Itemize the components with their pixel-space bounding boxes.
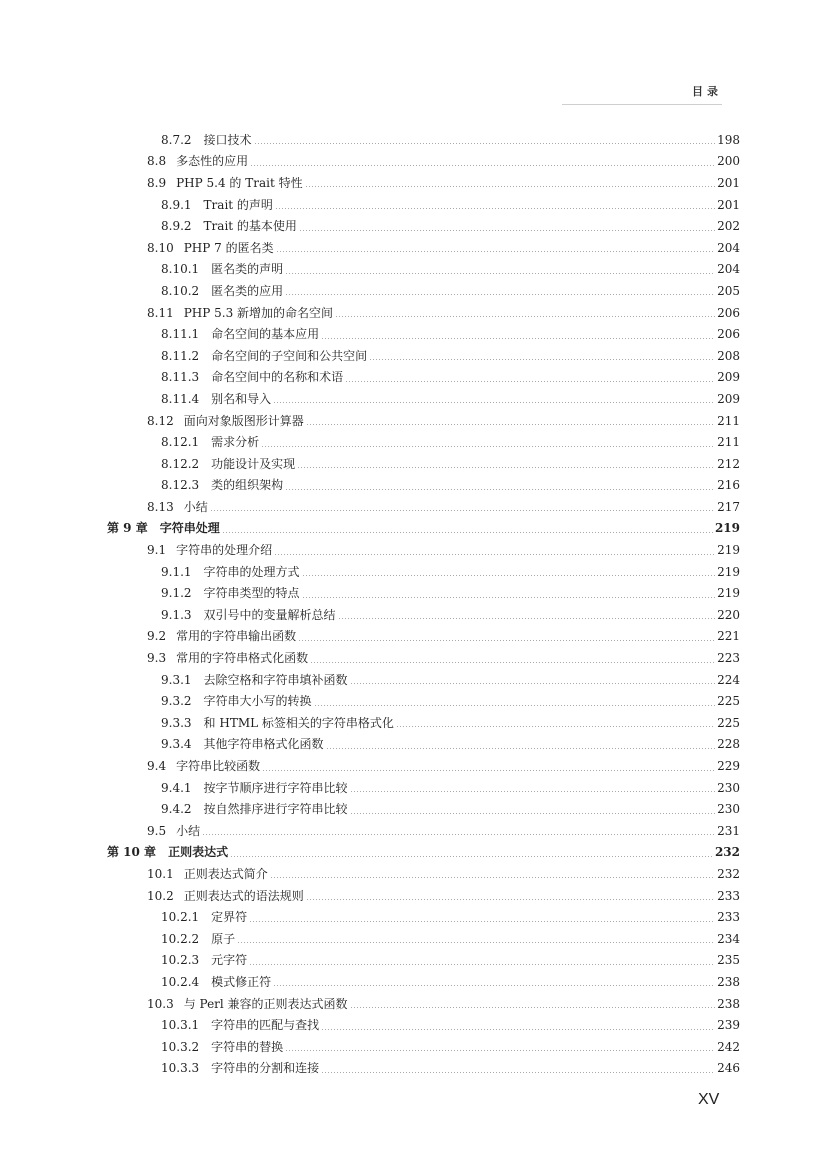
dot-leader bbox=[285, 1050, 715, 1051]
toc-entry-number: 10.3 bbox=[147, 996, 174, 1011]
toc-entry-page: 230 bbox=[717, 802, 740, 817]
dot-leader bbox=[262, 770, 715, 771]
toc-entry-page: 204 bbox=[717, 262, 740, 277]
toc-entry-number: 9.4.1 bbox=[161, 780, 192, 795]
toc-entry-number: 8.12.2 bbox=[161, 456, 200, 471]
toc-entry[interactable] bbox=[0, 431, 827, 453]
dot-leader bbox=[326, 748, 716, 749]
toc-entry[interactable] bbox=[0, 669, 827, 691]
dot-leader bbox=[298, 640, 715, 641]
toc-entry-title: 常用的字符串输出函数 bbox=[176, 629, 297, 644]
toc-entry-title: 与 Perl 兼容的正则表达式函数 bbox=[183, 996, 348, 1011]
toc-entry-title: 功能设计及实现 bbox=[211, 456, 296, 471]
toc-entry-title: 按自然排序进行字符串比较 bbox=[203, 802, 348, 817]
toc-entry-number: 8.11.4 bbox=[161, 391, 200, 406]
toc-entry-number: 9.3.1 bbox=[161, 672, 192, 687]
toc-entry[interactable] bbox=[0, 1036, 827, 1058]
dot-leader bbox=[338, 618, 716, 619]
toc-entry-number: 8.12.1 bbox=[161, 435, 200, 450]
toc-entry-number: 9.4.2 bbox=[161, 802, 192, 817]
toc-entry-page: 225 bbox=[717, 715, 740, 730]
toc-entry-page: 212 bbox=[717, 456, 740, 471]
toc-entry-title: 元字符 bbox=[211, 953, 248, 968]
toc-entry-title: 按字节顺序进行字符串比较 bbox=[203, 780, 348, 795]
toc-entry[interactable] bbox=[0, 712, 827, 734]
toc-entry-title: 接口技术 bbox=[203, 132, 252, 147]
toc-entry[interactable] bbox=[0, 367, 827, 389]
toc-entry-title: 其他字符串格式化函数 bbox=[203, 737, 324, 752]
toc-entry-page: 229 bbox=[717, 759, 740, 774]
toc-entry[interactable] bbox=[0, 323, 827, 345]
dot-leader bbox=[285, 489, 715, 490]
toc-entry[interactable] bbox=[0, 950, 827, 972]
toc-entry-title: 正则表达式的语法规则 bbox=[183, 888, 304, 903]
dot-leader bbox=[249, 921, 715, 922]
dot-leader bbox=[230, 856, 713, 857]
toc-entry-number: 9.1.2 bbox=[161, 586, 192, 601]
toc-entry-title: 正则表达式简介 bbox=[183, 866, 268, 881]
toc-entry[interactable] bbox=[0, 647, 827, 669]
toc-entry-page: 219 bbox=[717, 586, 740, 601]
page-number: XV bbox=[698, 1091, 720, 1108]
toc-entry-number: 8.11.1 bbox=[161, 327, 200, 342]
toc-entry-title: PHP 5.3 新增加的命名空间 bbox=[183, 305, 334, 320]
toc-entry[interactable] bbox=[0, 582, 827, 604]
toc-entry-title: 去除空格和字符串填补函数 bbox=[203, 672, 348, 687]
toc-entry[interactable] bbox=[0, 302, 827, 324]
toc-entry-number: 10.1 bbox=[147, 866, 174, 881]
header-rule bbox=[562, 104, 722, 105]
dot-leader bbox=[237, 942, 715, 943]
toc-entry-page: 233 bbox=[717, 888, 740, 903]
toc-entry-number: 8.10 bbox=[147, 240, 174, 255]
toc-entry-number: 9.3.4 bbox=[161, 737, 192, 752]
dot-leader bbox=[335, 316, 715, 317]
table-of-contents bbox=[0, 129, 827, 1079]
toc-entry-title: 正则表达式 bbox=[168, 845, 229, 860]
dot-leader bbox=[275, 208, 715, 209]
toc-entry-page: 223 bbox=[717, 651, 740, 666]
toc-entry-page: 238 bbox=[717, 974, 740, 989]
toc-entry-title: 小结 bbox=[183, 499, 208, 514]
toc-entry-page: 219 bbox=[717, 564, 740, 579]
running-header-title: 目录 bbox=[692, 85, 722, 98]
toc-entry-number: 8.12 bbox=[147, 413, 174, 428]
toc-entry-number: 9.3.2 bbox=[161, 694, 192, 709]
toc-entry-number: 8.9.1 bbox=[161, 197, 192, 212]
toc-entry-title: 字符串的替换 bbox=[211, 1039, 284, 1054]
toc-entry-number: 8.11.2 bbox=[161, 348, 200, 363]
dot-leader bbox=[369, 359, 715, 360]
toc-entry-page: 211 bbox=[717, 413, 740, 428]
toc-entry-page: 204 bbox=[717, 240, 740, 255]
toc-entry-page: 208 bbox=[717, 348, 740, 363]
toc-entry-page: 234 bbox=[717, 931, 740, 946]
toc-entry-page: 201 bbox=[717, 197, 740, 212]
toc-entry-page: 202 bbox=[717, 219, 740, 234]
toc-entry-page: 219 bbox=[714, 521, 740, 536]
toc-entry[interactable] bbox=[0, 345, 827, 367]
toc-entry[interactable] bbox=[0, 237, 827, 259]
toc-entry-number: 10.2.3 bbox=[161, 953, 200, 968]
toc-entry-title: 和 HTML 标签相关的字符串格式化 bbox=[203, 715, 394, 730]
toc-entry-title: 命名空间的基本应用 bbox=[211, 327, 320, 342]
toc-entry-page: 225 bbox=[717, 694, 740, 709]
toc-entry-page: 246 bbox=[717, 1061, 740, 1076]
toc-entry-number: 10.2 bbox=[147, 888, 174, 903]
dot-leader bbox=[345, 381, 715, 382]
toc-entry[interactable] bbox=[0, 172, 827, 194]
toc-entry-page: 216 bbox=[717, 478, 740, 493]
dot-leader bbox=[261, 446, 715, 447]
toc-entry-number: 8.8 bbox=[147, 154, 167, 169]
dot-leader bbox=[321, 338, 715, 339]
toc-entry-page: 238 bbox=[717, 996, 740, 1011]
dot-leader bbox=[321, 1029, 715, 1030]
toc-entry-page: 206 bbox=[717, 305, 740, 320]
toc-entry[interactable] bbox=[0, 194, 827, 216]
toc-entry-title: 字符串的分割和连接 bbox=[211, 1061, 320, 1076]
toc-entry-page: 220 bbox=[717, 607, 740, 622]
toc-entry-page: 201 bbox=[717, 175, 740, 190]
toc-entry[interactable] bbox=[0, 777, 827, 799]
dot-leader bbox=[314, 705, 716, 706]
toc-entry-title: Trait 的基本使用 bbox=[203, 219, 297, 234]
toc-entry[interactable] bbox=[0, 928, 827, 950]
dot-leader bbox=[299, 230, 715, 231]
toc-entry-number: 9.1.3 bbox=[161, 607, 192, 622]
toc-entry-page: 231 bbox=[717, 823, 740, 838]
toc-entry-page: 242 bbox=[717, 1039, 740, 1054]
toc-entry-title: 字符串的匹配与查找 bbox=[211, 1018, 320, 1033]
toc-entry-number: 8.7.2 bbox=[161, 132, 192, 147]
dot-leader bbox=[273, 402, 715, 403]
toc-entry[interactable] bbox=[0, 388, 827, 410]
toc-entry[interactable] bbox=[0, 280, 827, 302]
toc-entry-title: 命名空间的子空间和公共空间 bbox=[211, 348, 368, 363]
toc-entry[interactable] bbox=[0, 518, 827, 540]
toc-entry-number: 9.4 bbox=[147, 759, 167, 774]
toc-entry-number: 9.1 bbox=[147, 543, 167, 558]
toc-entry-page: 209 bbox=[717, 391, 740, 406]
dot-leader bbox=[254, 143, 716, 144]
toc-entry-page: 209 bbox=[717, 370, 740, 385]
dot-leader bbox=[305, 186, 715, 187]
dot-leader bbox=[270, 877, 715, 878]
toc-entry-page: 232 bbox=[717, 866, 740, 881]
toc-entry[interactable] bbox=[0, 151, 827, 173]
toc-entry-title: 字符串处理 bbox=[159, 521, 220, 536]
toc-entry-page: 206 bbox=[717, 327, 740, 342]
toc-entry-title: 多态性的应用 bbox=[176, 154, 249, 169]
toc-entry-number: 8.10.1 bbox=[161, 262, 200, 277]
toc-entry-number: 9.3 bbox=[147, 651, 167, 666]
toc-entry[interactable] bbox=[0, 475, 827, 497]
dot-leader bbox=[350, 791, 716, 792]
toc-entry[interactable] bbox=[0, 1014, 827, 1036]
dot-leader bbox=[350, 683, 716, 684]
dot-leader bbox=[285, 273, 715, 274]
dot-leader bbox=[306, 899, 715, 900]
dot-leader bbox=[302, 597, 716, 598]
toc-entry-title: 定界符 bbox=[211, 910, 248, 925]
toc-entry[interactable] bbox=[0, 690, 827, 712]
toc-entry[interactable] bbox=[0, 993, 827, 1015]
toc-entry[interactable] bbox=[0, 820, 827, 842]
toc-entry-title: Trait 的声明 bbox=[203, 197, 273, 212]
toc-entry[interactable] bbox=[0, 755, 827, 777]
dot-leader bbox=[350, 1007, 716, 1008]
dot-leader bbox=[310, 662, 715, 663]
toc-entry[interactable] bbox=[0, 410, 827, 432]
toc-entry-title: 匿名类的应用 bbox=[211, 283, 284, 298]
toc-entry-page: 219 bbox=[717, 543, 740, 558]
toc-entry[interactable] bbox=[0, 842, 827, 864]
toc-entry-number: 8.9.2 bbox=[161, 219, 192, 234]
toc-entry-number: 10.3.3 bbox=[161, 1061, 200, 1076]
toc-entry[interactable] bbox=[0, 971, 827, 993]
toc-entry-title: PHP 7 的匿名类 bbox=[183, 240, 274, 255]
dot-leader bbox=[202, 834, 715, 835]
toc-entry-title: 面向对象版图形计算器 bbox=[183, 413, 304, 428]
toc-entry-number: 9.1.1 bbox=[161, 564, 192, 579]
dot-leader bbox=[249, 964, 715, 965]
toc-entry-title: 别名和导入 bbox=[211, 391, 272, 406]
dot-leader bbox=[273, 985, 715, 986]
toc-entry[interactable] bbox=[0, 604, 827, 626]
toc-entry-page: 235 bbox=[717, 953, 740, 968]
toc-entry-title: 类的组织架构 bbox=[211, 478, 284, 493]
dot-leader bbox=[210, 510, 715, 511]
toc-entry-title: 字符串的处理方式 bbox=[203, 564, 300, 579]
toc-entry-title: 字符串比较函数 bbox=[176, 759, 261, 774]
toc-entry-number: 第 9 章 bbox=[107, 521, 148, 536]
toc-entry[interactable] bbox=[0, 453, 827, 475]
toc-entry-number: 10.2.4 bbox=[161, 974, 200, 989]
dot-leader bbox=[350, 813, 716, 814]
toc-entry[interactable] bbox=[0, 539, 827, 561]
toc-entry[interactable] bbox=[0, 259, 827, 281]
toc-entry[interactable] bbox=[0, 129, 827, 151]
toc-entry-page: 230 bbox=[717, 780, 740, 795]
toc-entry-title: 原子 bbox=[211, 931, 236, 946]
toc-entry-number: 10.3.1 bbox=[161, 1018, 200, 1033]
dot-leader bbox=[321, 1072, 715, 1073]
toc-entry-title: 命名空间中的名称和术语 bbox=[211, 370, 344, 385]
toc-entry[interactable] bbox=[0, 863, 827, 885]
toc-entry-page: 239 bbox=[717, 1018, 740, 1033]
dot-leader bbox=[250, 165, 715, 166]
toc-entry-page: 224 bbox=[717, 672, 740, 687]
toc-entry-number: 8.13 bbox=[147, 499, 174, 514]
toc-entry-page: 232 bbox=[714, 845, 740, 860]
toc-entry-title: 双引号中的变量解析总结 bbox=[203, 607, 336, 622]
toc-entry-number: 8.11 bbox=[147, 305, 174, 320]
toc-entry-page: 221 bbox=[717, 629, 740, 644]
toc-entry-title: 需求分析 bbox=[211, 435, 260, 450]
toc-entry-number: 9.2 bbox=[147, 629, 167, 644]
toc-entry[interactable] bbox=[0, 798, 827, 820]
toc-entry-title: 常用的字符串格式化函数 bbox=[176, 651, 309, 666]
toc-entry[interactable] bbox=[0, 734, 827, 756]
toc-entry-number: 8.10.2 bbox=[161, 283, 200, 298]
toc-entry-title: 小结 bbox=[176, 823, 201, 838]
toc-entry[interactable] bbox=[0, 496, 827, 518]
toc-entry-title: 字符串类型的特点 bbox=[203, 586, 300, 601]
dot-leader bbox=[285, 294, 715, 295]
toc-entry[interactable] bbox=[0, 906, 827, 928]
toc-entry[interactable] bbox=[0, 626, 827, 648]
toc-entry-number: 10.2.2 bbox=[161, 931, 200, 946]
toc-entry-page: 228 bbox=[717, 737, 740, 752]
toc-entry-title: 字符串大小写的转换 bbox=[203, 694, 312, 709]
toc-entry-number: 9.5 bbox=[147, 823, 167, 838]
dot-leader bbox=[276, 251, 715, 252]
toc-entry[interactable] bbox=[0, 1058, 827, 1080]
toc-entry-number: 8.12.3 bbox=[161, 478, 200, 493]
toc-entry-number: 8.11.3 bbox=[161, 370, 200, 385]
toc-entry-title: PHP 5.4 的 Trait 特性 bbox=[176, 175, 303, 190]
toc-entry-page: 200 bbox=[717, 154, 740, 169]
toc-entry-page: 198 bbox=[717, 132, 740, 147]
dot-leader bbox=[306, 424, 715, 425]
toc-entry-title: 模式修正符 bbox=[211, 974, 272, 989]
toc-entry-number: 10.3.2 bbox=[161, 1039, 200, 1054]
toc-entry-number: 10.2.1 bbox=[161, 910, 200, 925]
toc-entry-page: 211 bbox=[717, 435, 740, 450]
dot-leader bbox=[302, 575, 716, 576]
toc-entry-page: 217 bbox=[717, 499, 740, 514]
toc-entry[interactable] bbox=[0, 215, 827, 237]
toc-entry-number: 第 10 章 bbox=[107, 845, 157, 860]
toc-entry-number: 8.9 bbox=[147, 175, 167, 190]
toc-entry-title: 字符串的处理介绍 bbox=[176, 543, 273, 558]
dot-leader bbox=[222, 532, 713, 533]
toc-entry[interactable] bbox=[0, 885, 827, 907]
dot-leader bbox=[274, 554, 715, 555]
dot-leader bbox=[396, 726, 715, 727]
toc-entry[interactable] bbox=[0, 561, 827, 583]
toc-entry-number: 9.3.3 bbox=[161, 715, 192, 730]
toc-entry-title: 匿名类的声明 bbox=[211, 262, 284, 277]
toc-entry-page: 205 bbox=[717, 283, 740, 298]
dot-leader bbox=[297, 467, 715, 468]
toc-entry-page: 233 bbox=[717, 910, 740, 925]
